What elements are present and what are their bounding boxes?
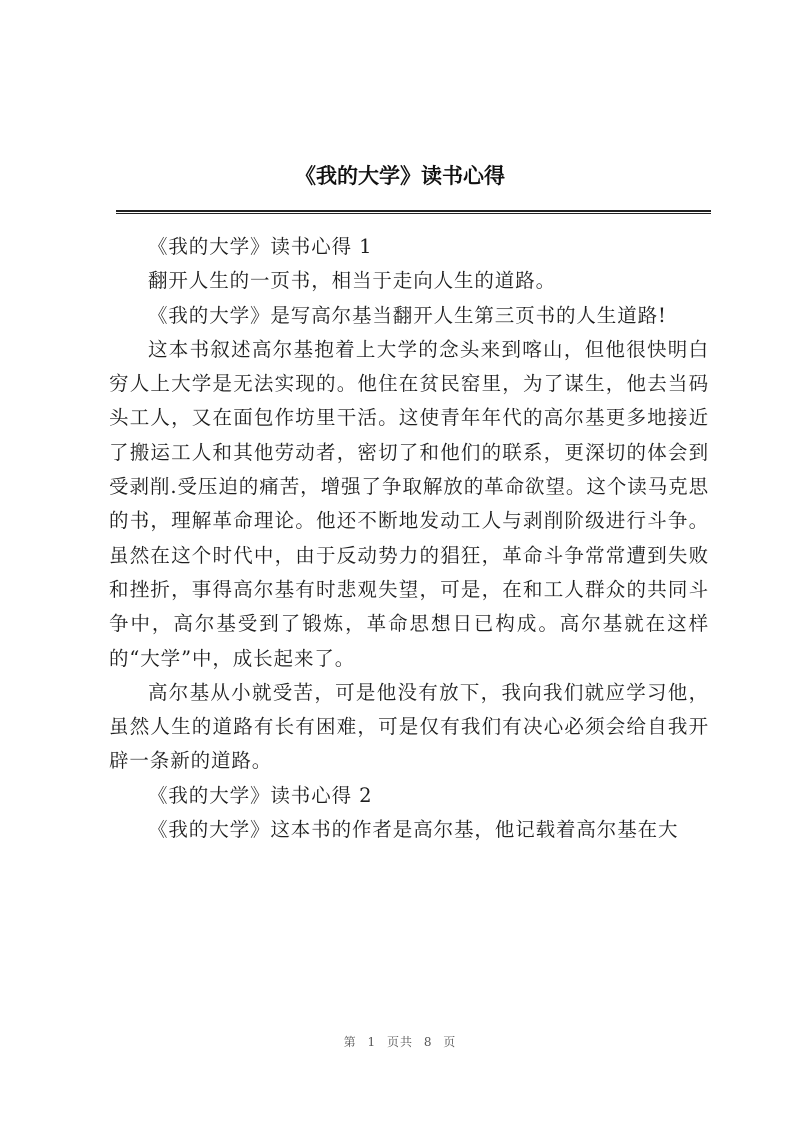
document-body — [109, 230, 709, 847]
section-heading-2: 《我的大学》读书心得 2 — [148, 783, 373, 807]
paragraph: 《我的大学》这本书的作者是高尔基，他记载着高尔基在大 — [148, 818, 679, 842]
footer-middle: 页共 — [386, 1035, 413, 1049]
document-title: 《我的大学》读书心得 — [295, 164, 505, 188]
footer-page-number: 1 — [367, 1035, 377, 1049]
paragraph: 这本书叙述高尔基抱着上大学的念头来到喀山，但他很快明白穷人上大学是无法实现的。他住在贫民窑里，为了谋生，他去当码头工人，又在面包作坊里干活。这使青年年代的高尔基更多地接近了搬运工人和其他劳动者，密切了和他们的联系，更深切的体会到受剥削.受压迫的痛苦，增强了争取解放的革命欲望。这个读马克思的书，理解革命理论。他还不断地发动工人与剥削阶级进行斗争。虽然在这个时代中，由于反动势力的猖狂，革命斗争常常遭到失败和挫折，事得高尔基有时悲观失望，可是，在和工人群众的共同斗争中，高尔基受到了锻炼，革命思想日已构成。高尔基就在这样的“大学”中，成长起来了。 — [109, 337, 709, 670]
footer-suffix: 页 — [443, 1035, 457, 1049]
footer-prefix: 第 — [343, 1035, 357, 1049]
section-heading-1: 《我的大学》读书心得 1 — [148, 235, 373, 258]
paragraph: 翻开人生的一页书，相当于走向人生的道路。 — [148, 269, 557, 293]
paragraph: 高尔基从小就受苦，可是他没有放下，我向我们就应学习他，虽然人生的道路有长有困难，可是仅有我们有决心必须会给自我开辟一条新的道路。 — [109, 680, 709, 773]
title-divider — [116, 210, 711, 214]
page-footer — [0, 1033, 800, 1050]
footer-total-pages: 8 — [423, 1035, 433, 1049]
paragraph: 《我的大学》是写高尔基当翻开人生第三页书的人生道路! — [148, 303, 667, 327]
